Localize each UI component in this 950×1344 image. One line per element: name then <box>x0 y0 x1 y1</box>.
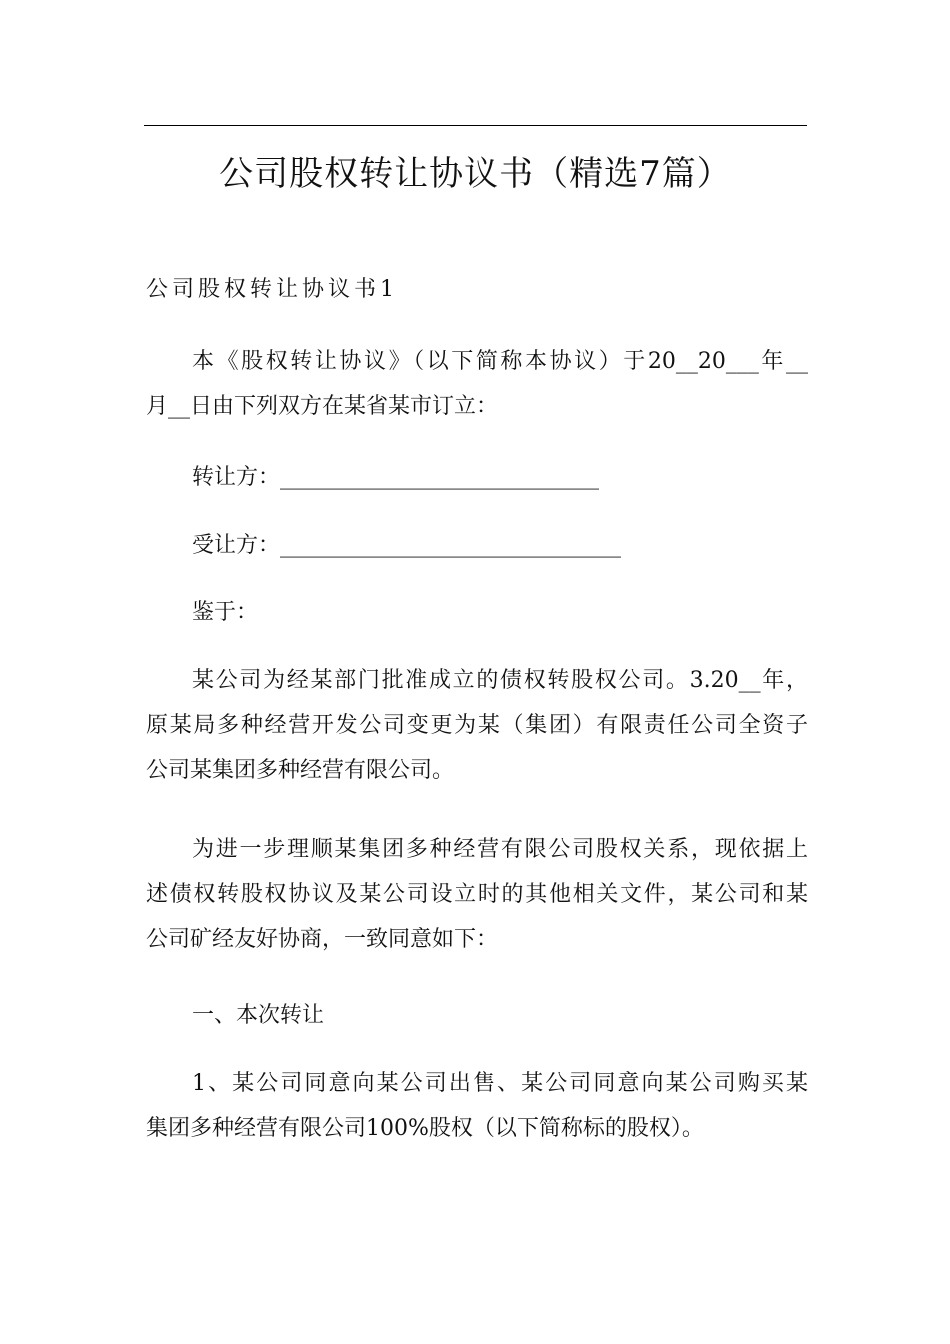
intro-line-1: 本《股权转让协议》（以下简称本协议）于20__20___年__ <box>192 349 808 374</box>
transferor-field: 转让方：_____________________________ <box>192 465 600 490</box>
clause-1-line-2: 集团多种经营有限公司100%股权（以下简称标的股权）。 <box>146 1116 704 1141</box>
company-line-2: 原某局多种经营开发公司变更为某（集团）有限责任公司全资子 <box>146 713 808 738</box>
transferee-field: 受让方：_______________________________ <box>192 533 622 558</box>
intro-line-2: 月__日由下列双方在某省某市订立： <box>146 394 499 419</box>
purpose-line-1: 为进一步理顺某集团多种经营有限公司股权关系，现依据上 <box>192 837 808 862</box>
whereas-label: 鉴于： <box>192 600 259 625</box>
company-line-1: 某公司为经某部门批准成立的债权转股权公司。3.20__年， <box>192 668 808 693</box>
clause-heading: 一、本次转让 <box>192 1003 325 1028</box>
intro-paragraph <box>146 339 808 429</box>
clause-1-line-1: 1、某公司同意向某公司出售、某公司同意向某公司购买某 <box>192 1071 808 1096</box>
section-title: 公司股权转让协议书1 <box>146 277 398 302</box>
company-paragraph <box>146 658 808 793</box>
purpose-line-3: 公司矿经友好协商，一致同意如下： <box>146 927 499 952</box>
title-top-rule <box>144 125 807 126</box>
clause-1-paragraph <box>146 1061 808 1151</box>
purpose-line-2: 述债权转股权协议及某公司设立时的其他相关文件，某公司和某 <box>146 882 808 907</box>
document-title: 公司股权转让协议书（精选7篇） <box>219 154 732 194</box>
company-line-3: 公司某集团多种经营有限公司。 <box>146 758 455 783</box>
purpose-paragraph <box>146 827 808 962</box>
